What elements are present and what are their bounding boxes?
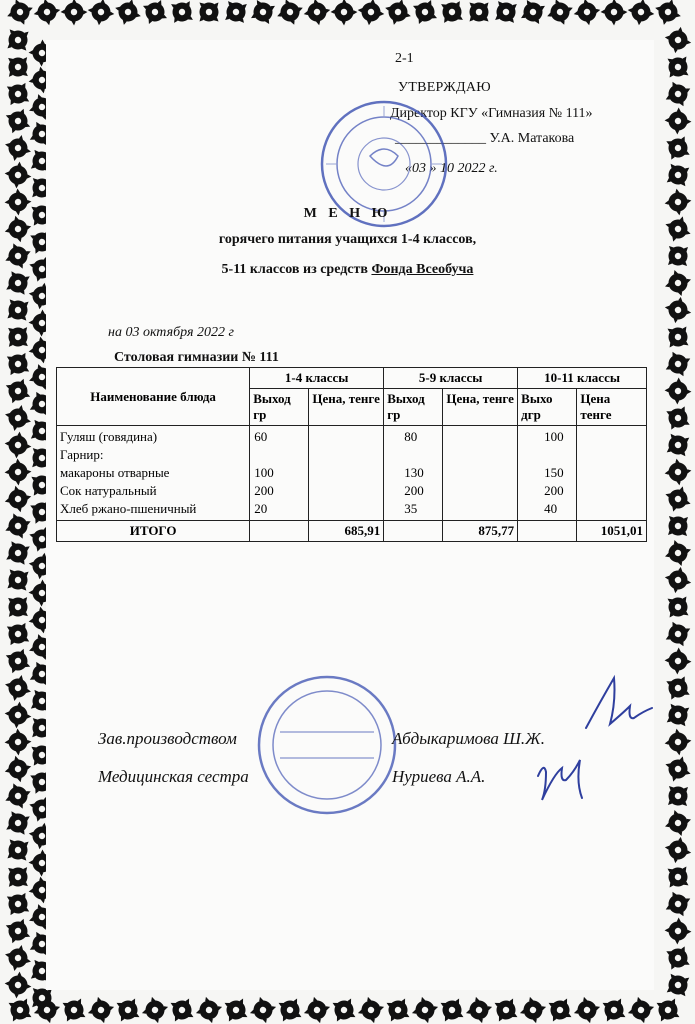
menu-date: на 03 октября 2022 г bbox=[108, 325, 234, 340]
border-ornament bbox=[0, 805, 35, 840]
output-cell-1-4: 60 100 200 20 bbox=[250, 426, 309, 521]
subtitle-prefix: 5-11 классов из средств bbox=[221, 262, 372, 277]
border-ornament bbox=[664, 26, 693, 55]
border-ornament bbox=[662, 861, 693, 892]
border-ornament bbox=[516, 993, 551, 1024]
border-ornament bbox=[626, 0, 656, 27]
table-row bbox=[57, 426, 647, 521]
border-ornament bbox=[193, 0, 226, 28]
border-ornament bbox=[192, 993, 227, 1024]
border-ornament bbox=[662, 51, 693, 82]
border-ornament bbox=[438, 996, 467, 1024]
dish-column-header: Наименование блюда bbox=[57, 368, 250, 426]
border-ornament bbox=[272, 0, 307, 30]
total-row bbox=[57, 521, 647, 542]
border-ornament bbox=[664, 566, 693, 595]
border-ornament bbox=[437, 0, 467, 27]
border-ornament bbox=[655, 0, 682, 25]
border-ornament bbox=[115, 0, 142, 25]
border-ornament bbox=[0, 535, 35, 570]
border-ornament bbox=[660, 805, 695, 840]
total-output-5-9 bbox=[384, 521, 443, 542]
border-ornament bbox=[664, 674, 692, 702]
border-ornament bbox=[300, 0, 334, 29]
price-cell-10-11 bbox=[577, 426, 647, 521]
border-ornament bbox=[1, 752, 36, 787]
canteen-name: Столовая гимназии № 111 bbox=[114, 350, 279, 365]
border-ornament bbox=[408, 993, 443, 1024]
subheader-price: Цена, тенге bbox=[309, 389, 384, 426]
border-ornament bbox=[4, 944, 31, 971]
border-ornament bbox=[664, 296, 693, 325]
border-ornament bbox=[492, 996, 521, 1024]
total-price-1-4: 685,91 bbox=[309, 521, 384, 542]
director-signature-line: _____________ У.А. Матакова bbox=[395, 131, 575, 146]
border-ornament bbox=[245, 0, 280, 30]
border-ornament bbox=[546, 996, 575, 1024]
border-ornament bbox=[662, 105, 694, 137]
border-ornament bbox=[662, 591, 693, 622]
border-ornament bbox=[463, 0, 496, 28]
border-ornament bbox=[3, 160, 34, 191]
subheader-output: Выход гр bbox=[384, 389, 443, 426]
border-ornament bbox=[665, 486, 690, 511]
border-ornament bbox=[661, 158, 695, 193]
border-ornament bbox=[4, 674, 31, 701]
border-ornament bbox=[3, 970, 34, 1001]
border-ornament bbox=[661, 698, 695, 733]
menu-table bbox=[56, 367, 647, 542]
border-ornament bbox=[30, 0, 64, 29]
border-ornament bbox=[660, 76, 695, 111]
group-header-10-11: 10-11 классы bbox=[518, 368, 647, 389]
border-ornament bbox=[4, 134, 31, 161]
border-ornament bbox=[2, 0, 37, 30]
border-ornament bbox=[3, 619, 33, 649]
entrepreneur-round-stamp bbox=[254, 672, 400, 818]
dish-list-cell: Гуляш (говядина) Гарнир: макароны отварные Сок натуральный Хлеб ржано-пшеничный bbox=[57, 426, 250, 521]
subheader-price: Цена тенге bbox=[577, 389, 647, 426]
director-title: Директор КГУ «Гимназия № 111» bbox=[390, 106, 593, 121]
border-ornament bbox=[168, 996, 197, 1024]
border-ornament bbox=[114, 996, 143, 1024]
border-ornament bbox=[3, 79, 33, 109]
border-ornament bbox=[660, 346, 695, 381]
border-ornament bbox=[662, 321, 693, 352]
border-ornament bbox=[661, 509, 694, 542]
subheader-output: Выход гр bbox=[250, 389, 309, 426]
border-ornament bbox=[1, 482, 36, 517]
border-ornament bbox=[661, 428, 695, 463]
border-ornament bbox=[167, 0, 197, 27]
price-cell-5-9 bbox=[443, 426, 518, 521]
border-ornament bbox=[661, 968, 695, 1003]
group-header-5-9: 5-9 классы bbox=[384, 368, 518, 389]
border-ornament bbox=[276, 996, 305, 1024]
border-ornament bbox=[5, 648, 31, 674]
border-ornament bbox=[660, 886, 695, 921]
border-ornament bbox=[1, 455, 34, 488]
group-header-1-4: 1-4 классы bbox=[250, 368, 384, 389]
menu-subtitle-line1: горячего питания учащихся 1-4 классов, bbox=[218, 232, 477, 247]
total-price-10-11: 1051,01 bbox=[577, 521, 647, 542]
approval-date: «03 » 10 2022 г. bbox=[405, 161, 498, 176]
border-ornament bbox=[246, 993, 281, 1024]
border-ornament bbox=[6, 996, 35, 1024]
border-ornament bbox=[84, 993, 119, 1024]
table-header-row bbox=[57, 368, 647, 389]
border-ornament bbox=[5, 918, 31, 944]
border-ornament bbox=[219, 0, 253, 29]
total-label: ИТОГО bbox=[57, 521, 250, 542]
border-ornament bbox=[661, 779, 694, 812]
output-cell-10-11: 100 150 200 40 bbox=[518, 426, 577, 521]
production-manager-name: Абдыкаримова Ш.Ж. bbox=[392, 729, 545, 748]
border-ornament bbox=[661, 455, 695, 489]
border-ornament bbox=[462, 993, 497, 1024]
border-ornament bbox=[356, 0, 386, 27]
border-ornament bbox=[3, 430, 34, 461]
border-ornament bbox=[598, 0, 631, 28]
border-ornament bbox=[662, 915, 694, 947]
border-ornament bbox=[60, 996, 89, 1024]
border-ornament bbox=[3, 349, 33, 379]
border-ornament bbox=[664, 134, 692, 162]
border-ornament bbox=[3, 889, 33, 919]
border-ornament bbox=[141, 0, 168, 26]
border-ornament bbox=[660, 535, 695, 570]
menu-subtitle-line2 bbox=[0, 262, 695, 278]
price-cell-1-4 bbox=[309, 426, 384, 521]
border-ornament bbox=[664, 944, 692, 972]
border-ornament bbox=[2, 321, 34, 353]
border-ornament bbox=[2, 591, 34, 623]
border-ornament bbox=[328, 0, 361, 28]
border-ornament bbox=[86, 0, 116, 27]
output-cell-5-9: 80 130 200 35 bbox=[384, 426, 443, 521]
border-ornament bbox=[0, 508, 35, 543]
border-ornament bbox=[661, 725, 695, 759]
total-price-5-9: 875,77 bbox=[443, 521, 518, 542]
border-ornament bbox=[222, 996, 251, 1024]
border-ornament bbox=[662, 645, 694, 677]
approve-heading: УТВЕРЖДАЮ bbox=[398, 80, 491, 95]
document-number: 2-1 bbox=[395, 51, 414, 66]
border-ornament bbox=[384, 996, 413, 1024]
border-ornament bbox=[654, 996, 683, 1024]
production-manager-role: Зав.производством bbox=[98, 729, 237, 748]
subheader-output: Выхо дгр bbox=[518, 389, 577, 426]
border-ornament bbox=[664, 836, 693, 865]
border-ornament bbox=[5, 378, 31, 404]
border-ornament bbox=[489, 0, 523, 29]
border-ornament bbox=[5, 108, 31, 134]
subheader-price: Цена, тенге bbox=[443, 389, 518, 426]
total-output-1-4 bbox=[250, 521, 309, 542]
border-ornament bbox=[542, 0, 577, 30]
border-ornament bbox=[664, 404, 692, 432]
border-ornament bbox=[0, 778, 35, 813]
border-ornament bbox=[330, 996, 359, 1024]
border-ornament bbox=[660, 616, 695, 651]
border-ornament bbox=[570, 993, 605, 1024]
handwritten-signature bbox=[530, 752, 590, 808]
border-ornament bbox=[2, 51, 34, 83]
border-ornament bbox=[411, 0, 438, 26]
nurse-name: Нуриева А.А. bbox=[392, 767, 486, 786]
border-ornament bbox=[300, 993, 335, 1024]
total-output-10-11 bbox=[518, 521, 577, 542]
border-ornament bbox=[1, 725, 34, 758]
border-ornament bbox=[2, 861, 34, 893]
handwritten-signature bbox=[580, 672, 660, 742]
border-ornament bbox=[58, 0, 91, 28]
border-ornament bbox=[138, 993, 173, 1024]
border-ornament bbox=[515, 0, 550, 30]
border-ornament bbox=[662, 375, 694, 407]
border-ornament bbox=[4, 404, 31, 431]
border-ornament bbox=[600, 996, 629, 1024]
border-ornament bbox=[385, 0, 412, 25]
border-ornament bbox=[665, 756, 690, 781]
nurse-role: Медицинская сестра bbox=[98, 767, 249, 786]
border-ornament bbox=[624, 993, 659, 1024]
border-ornament bbox=[570, 0, 604, 29]
fund-name: Фонда Всеобуча bbox=[371, 262, 474, 277]
menu-title: М Е Н Ю bbox=[303, 206, 392, 221]
border-ornament bbox=[3, 700, 34, 731]
border-ornament bbox=[354, 993, 389, 1024]
